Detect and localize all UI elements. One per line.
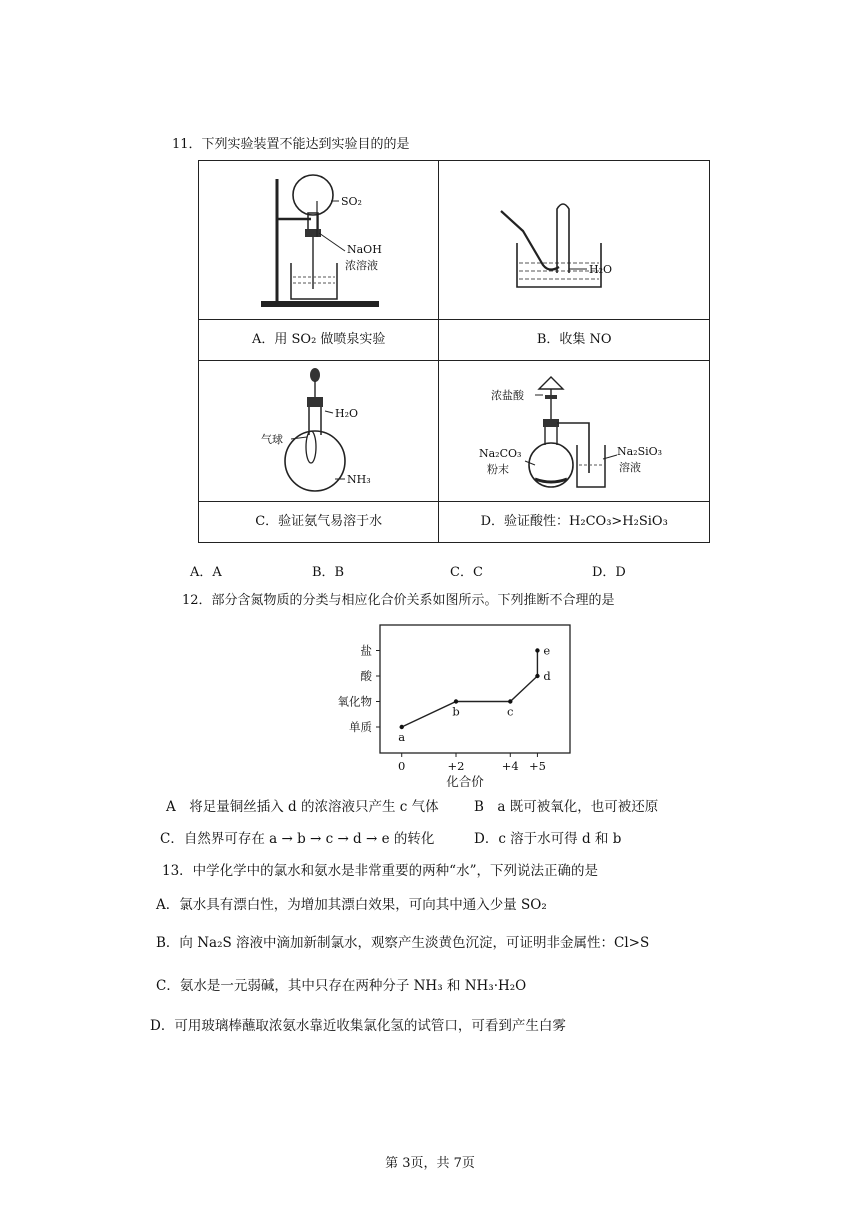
caption-d: D．验证酸性：H₂CO₃>H₂SiO₃ xyxy=(480,514,668,529)
point-label-c: c xyxy=(507,704,514,719)
q13-option-b[interactable]: B．向 Na₂S 溶液中滴加新制氯水，观察产生淡黄色沉淀，可证明非金属性：Cl>S xyxy=(156,935,650,951)
balloon-label: 气球 xyxy=(261,433,283,446)
q11-choice-b[interactable]: B．B xyxy=(312,565,345,580)
chart-frame xyxy=(380,625,570,753)
figure-c-ammonia xyxy=(199,361,438,501)
figure-a-fountain xyxy=(199,161,438,319)
point-label-e: e xyxy=(543,643,551,658)
so2-label: SO₂ xyxy=(341,195,362,208)
point-c xyxy=(508,699,512,703)
q12-option-c[interactable]: C．自然界可存在 a → b → c → d → e 的转化 xyxy=(160,831,435,847)
water-label-b: H₂O xyxy=(589,263,613,276)
q11-choice-c[interactable]: C．C xyxy=(450,565,483,580)
q12-option-a[interactable]: A 将足量铜丝插入 d 的浓溶液只产生 c 气体 xyxy=(166,799,439,815)
q11-choice-a[interactable]: A．A xyxy=(190,565,222,580)
q11-figure-table xyxy=(198,160,710,543)
q13-option-d[interactable]: D．可用玻璃棒蘸取浓氨水靠近收集氯化氢的试管口，可看到产生白雾 xyxy=(150,1018,566,1034)
powder-label: 粉末 xyxy=(487,463,510,476)
x-tick-label: 0 xyxy=(398,759,406,773)
conc-hcl-label: 浓盐酸 xyxy=(491,389,525,402)
q13-option-a[interactable]: A．氯水具有漂白性，为增加其漂白效果，可向其中通入少量 SO₂ xyxy=(156,897,547,913)
q13-option-c[interactable]: C．氨水是一元弱碱，其中只存在两种分子 NH₃ 和 NH₃·H₂O xyxy=(156,978,527,994)
q12-option-d[interactable]: D．c 溶于水可得 d 和 b xyxy=(474,831,622,847)
x-tick-label: +5 xyxy=(528,759,546,773)
point-a xyxy=(400,725,404,729)
q11-choice-d[interactable]: D．D xyxy=(592,565,626,580)
point-b xyxy=(454,699,458,703)
caption-b: B．收集 NO xyxy=(536,332,612,347)
solution-label: 溶液 xyxy=(619,461,642,474)
x-tick-label: +4 xyxy=(501,759,519,773)
point-label-a: a xyxy=(398,730,406,744)
naoh-label: NaOH xyxy=(347,243,382,256)
caption-a: A．用 SO₂ 做喷泉实验 xyxy=(252,332,386,347)
figure-d-acidity xyxy=(439,361,709,501)
acidity-apparatus-diagram xyxy=(439,361,709,501)
gas-collection-diagram xyxy=(439,161,709,319)
point-label-d: d xyxy=(543,669,551,683)
page-footer: 第 3页，共 7页 xyxy=(385,1156,475,1171)
fountain-apparatus-diagram xyxy=(199,161,439,319)
point-d xyxy=(535,674,539,678)
x-axis-label: 化合价 xyxy=(446,774,484,787)
q12-stem: 12．部分含氮物质的分类与相应化合价关系如图所示。下列推断不合理的是 xyxy=(182,593,615,608)
nitrogen-valence-chart xyxy=(330,615,580,787)
caption-c: C．验证氨气易溶于水 xyxy=(255,514,383,529)
q12-option-b[interactable]: B a 既可被氧化，也可被还原 xyxy=(474,799,659,815)
y-tick-label: 盐 xyxy=(360,643,372,658)
na2sio3-label: Na₂SiO₃ xyxy=(617,445,663,458)
q13-stem: 13．中学化学中的氯水和氨水是非常重要的两种“水”，下列说法正确的是 xyxy=(162,863,598,879)
water-label-c: H₂O xyxy=(335,407,359,420)
y-tick-label: 酸 xyxy=(360,669,372,683)
y-tick-label: 单质 xyxy=(349,720,372,734)
concentrated-solution-label: 浓溶液 xyxy=(345,259,378,272)
nh3-label: NH₃ xyxy=(347,473,371,486)
point-label-b: b xyxy=(452,704,460,719)
q11-stem: 11．下列实验装置不能达到实验目的的是 xyxy=(172,137,410,152)
na2co3-label: Na₂CO₃ xyxy=(479,447,522,460)
figure-b-collect-no xyxy=(439,161,709,319)
x-tick-label: +2 xyxy=(447,759,465,773)
y-tick-label: 氧化物 xyxy=(337,694,372,709)
ammonia-flask-diagram xyxy=(199,361,439,501)
data-line xyxy=(402,651,538,728)
point-e xyxy=(535,648,539,652)
